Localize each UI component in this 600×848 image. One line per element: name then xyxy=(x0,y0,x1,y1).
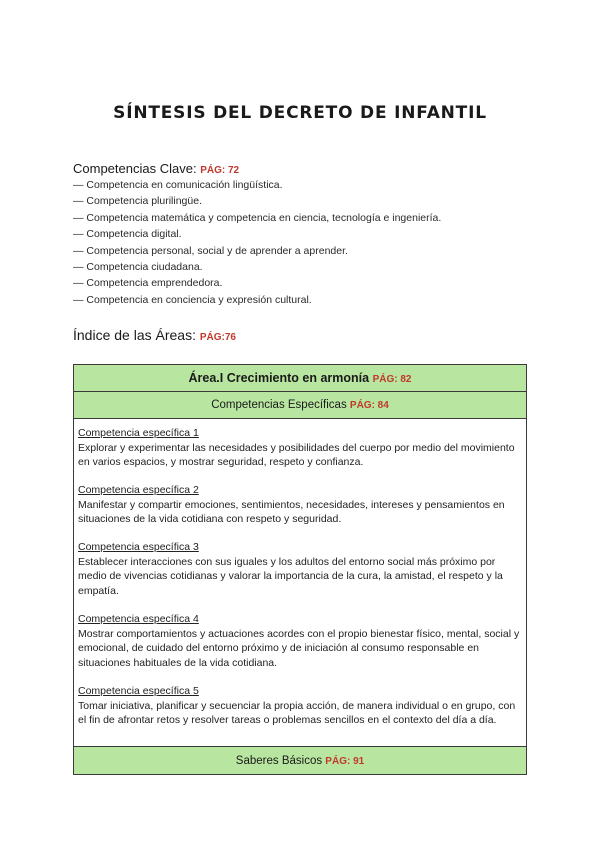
competencias-especificas-page-ref: PÁG: 84 xyxy=(349,400,389,411)
competencia-title: Competencia específica 3 xyxy=(78,541,199,553)
list-item: — Competencia emprendedora. xyxy=(73,275,441,291)
area-title: Área.I Crecimiento en armonía xyxy=(188,371,370,385)
competencia-especifica-3 xyxy=(78,540,522,598)
competencias-especificas-label: Competencias Específicas xyxy=(211,399,347,411)
page-title: SÍNTESIS DEL DECRETO DE INFANTIL xyxy=(113,103,487,123)
competencia-title: Competencia específica 4 xyxy=(78,613,199,625)
competencia-especifica-5 xyxy=(78,684,522,728)
area-page-ref: PÁG: 82 xyxy=(372,374,412,385)
list-item: — Competencia ciudadana. xyxy=(73,259,441,275)
saberes-basicos-page-ref: PÁG: 91 xyxy=(325,756,365,767)
competencia-text: Tomar iniciativa, planificar y secuenciar la propia acción, de manera individual o en grupo, con el fin de afrontar retos y resolver tareas o problemas sencillos en el contexto del día a día. xyxy=(78,699,516,727)
indice-heading xyxy=(73,327,236,343)
list-item: — Competencia en comunicación lingüística. xyxy=(73,177,441,193)
competencia-title: Competencia específica 2 xyxy=(78,484,199,496)
competencia-especifica-1 xyxy=(78,426,522,470)
competencia-text: Mostrar comportamientos y actuaciones acordes con el propio bienestar físico, mental, social y emocional, de cuidado del entorno próximo y de iniciación al consumo responsable en situaciones habituales de la vida cotidiana. xyxy=(78,627,520,669)
competencias-clave-label: Competencias Clave: xyxy=(73,161,197,176)
list-item: — Competencia en conciencia y expresión cultural. xyxy=(73,292,441,308)
list-item: — Competencia digital. xyxy=(73,226,441,242)
list-item: — Competencia plurilingüe. xyxy=(73,193,441,209)
indice-label: Índice de las Áreas: xyxy=(73,327,196,343)
competencia-especifica-2 xyxy=(78,483,522,527)
competencia-title: Competencia específica 5 xyxy=(78,685,199,697)
competencias-clave-heading xyxy=(73,161,239,176)
saberes-basicos-label: Saberes Básicos xyxy=(235,755,323,767)
indice-page-ref: PÁG:76 xyxy=(199,332,236,343)
competencia-text: Establecer interacciones con sus iguales y los adultos del entorno social más próximo por medio de vivencias cotidianas y valorar la importancia de la cura, la amistad, el respeto y la empatía. xyxy=(78,555,503,597)
competencia-text: Manifestar y compartir emociones, sentimientos, necesidades, intereses y pensamientos en situaciones de la vida cotidiana con respeto y seguridad. xyxy=(78,498,505,526)
competencia-especifica-4 xyxy=(78,612,522,670)
competencia-title: Competencia específica 1 xyxy=(78,427,199,439)
competencias-especificas-bar xyxy=(74,392,526,419)
area-table xyxy=(73,364,527,775)
competencias-clave-page-ref: PÁG: 72 xyxy=(200,165,240,176)
list-item: — Competencia personal, social y de aprender a aprender. xyxy=(73,243,441,259)
list-item: — Competencia matemática y competencia en ciencia, tecnología e ingeniería. xyxy=(73,210,441,226)
area-title-bar xyxy=(74,365,526,392)
competencias-clave-list xyxy=(73,177,441,308)
competencia-text: Explorar y experimentar las necesidades y posibilidades del cuerpo por medio del movimiento en varios espacios, y mostrar seguridad, respeto y confianza. xyxy=(78,441,515,469)
saberes-basicos-bar xyxy=(74,746,526,774)
